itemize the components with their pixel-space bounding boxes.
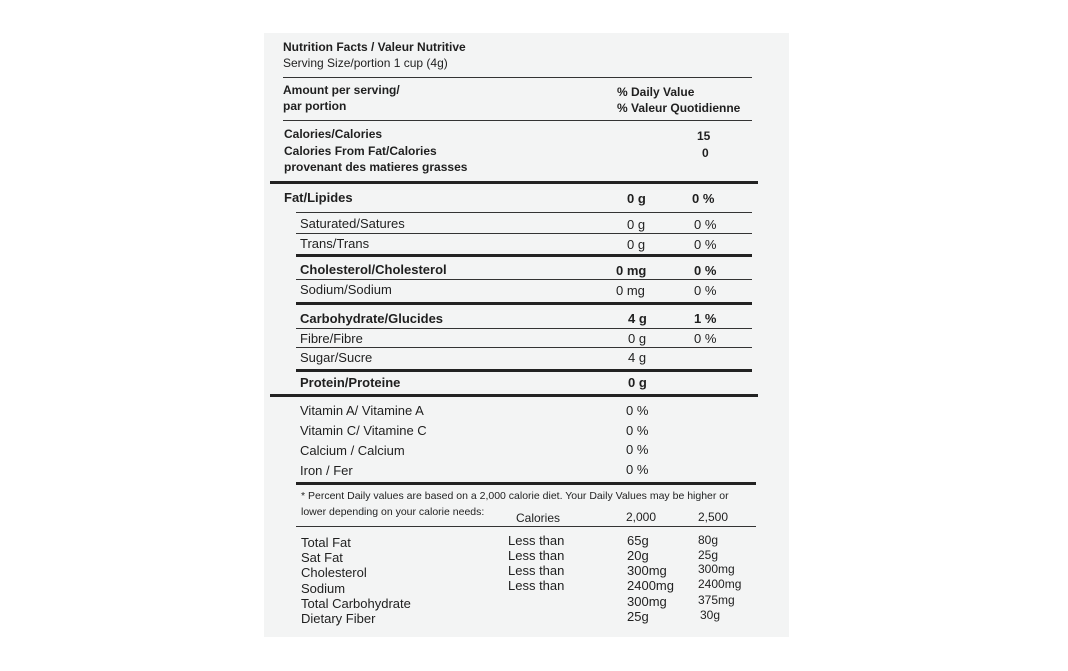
divider — [283, 120, 752, 121]
reference-header-calories: Calories — [516, 511, 561, 525]
divider-thick — [270, 394, 758, 397]
nutrient-daily-value: 0 % — [694, 217, 717, 232]
footnote: lower depending on your calorie needs: — [301, 506, 485, 518]
vitamin-label: Calcium / Calcium — [300, 443, 405, 458]
reference-value-2500: 30g — [700, 608, 721, 622]
nutrient-daily-value: 0 % — [694, 263, 717, 278]
reference-value-2000: 2400mg — [627, 578, 674, 593]
divider-thick — [296, 302, 752, 305]
nutrient-label: Sugar/Sucre — [300, 350, 373, 365]
calories-value: 15 — [697, 129, 711, 143]
reference-value-2500: 2400mg — [698, 577, 742, 591]
divider — [296, 526, 756, 527]
reference-qualifier: Less than — [508, 548, 565, 563]
vitamin-label: Vitamin A/ Vitamine A — [300, 403, 424, 418]
reference-value-2000: 300mg — [627, 563, 667, 578]
nutrient-label: Saturated/Satures — [300, 216, 405, 231]
vitamin-daily-value: 0 % — [626, 423, 649, 438]
nutrient-amount: 0 g — [627, 237, 646, 252]
nutrient-amount: 0 g — [628, 375, 647, 390]
reference-value-2000: 300mg — [627, 594, 667, 609]
nutrient-daily-value: 1 % — [694, 311, 717, 326]
reference-label: Dietary Fiber — [301, 611, 376, 626]
reference-qualifier: Less than — [508, 563, 565, 578]
vitamin-daily-value: 0 % — [626, 403, 649, 418]
nutrient-amount: 0 g — [627, 217, 646, 232]
divider — [283, 77, 752, 78]
vitamin-label: Vitamin C/ Vitamine C — [300, 423, 427, 438]
reference-value-2000: 65g — [627, 533, 649, 548]
reference-label: Total Carbohydrate — [301, 596, 411, 611]
reference-label: Sodium — [301, 581, 346, 596]
reference-header-2500: 2,500 — [698, 510, 729, 524]
calories-from-fat-value: 0 — [702, 146, 709, 160]
divider-thick — [296, 254, 752, 257]
divider — [296, 212, 752, 213]
vitamin-daily-value: 0 % — [626, 442, 649, 457]
nutrient-amount: 0 mg — [616, 263, 647, 278]
reference-value-2500: 375mg — [698, 593, 735, 607]
amount-per-serving: Amount per serving/ — [283, 83, 400, 97]
reference-label: Cholesterol — [301, 565, 367, 580]
reference-value-2500: 25g — [698, 548, 719, 562]
reference-header-2000: 2,000 — [626, 510, 657, 524]
reference-value-2000: 20g — [627, 548, 649, 563]
divider — [296, 279, 752, 280]
divider — [296, 233, 752, 234]
nutrient-label: Trans/Trans — [300, 236, 370, 251]
daily-value-heading: % Daily Value — [617, 85, 695, 99]
calories-from-fat-label-fr: provenant des matieres grasses — [284, 160, 468, 174]
reference-label: Sat Fat — [301, 550, 343, 565]
serving-size: Serving Size/portion 1 cup (4g) — [283, 56, 448, 70]
nutrient-label: Carbohydrate/Glucides — [300, 311, 444, 326]
calories-label: Calories/Calories — [284, 127, 383, 141]
divider-thick — [296, 482, 756, 485]
nutrient-label: Fibre/Fibre — [300, 331, 363, 346]
footnote: * Percent Daily values are based on a 2,000 calorie diet. Your Daily Values may be higher or — [301, 490, 729, 502]
nutrient-amount: 4 g — [628, 311, 647, 326]
vitamin-label: Iron / Fer — [300, 463, 353, 478]
reference-value-2500: 300mg — [698, 562, 735, 576]
par-portion: par portion — [283, 99, 347, 113]
nutrient-label: Protein/Proteine — [300, 375, 401, 390]
nutrient-daily-value: 0 % — [694, 331, 717, 346]
nutrient-amount: 0 g — [627, 191, 646, 206]
reference-label: Total Fat — [301, 535, 351, 550]
valeur-quotidienne-heading: % Valeur Quotidienne — [617, 101, 741, 115]
nutrient-daily-value: 0 % — [692, 191, 715, 206]
nutrient-label: Cholesterol/Cholesterol — [300, 262, 447, 277]
reference-qualifier: Less than — [508, 533, 565, 548]
nutrient-amount: 0 mg — [616, 283, 645, 298]
divider-thick — [270, 181, 758, 184]
nutrient-amount: 4 g — [628, 350, 647, 365]
calories-from-fat-label: Calories From Fat/Calories — [284, 144, 437, 158]
vitamin-daily-value: 0 % — [626, 462, 649, 477]
nutrient-daily-value: 0 % — [694, 283, 717, 298]
nutrient-daily-value: 0 % — [694, 237, 717, 252]
reference-value-2000: 25g — [627, 609, 649, 624]
divider — [296, 328, 752, 329]
divider — [296, 347, 752, 348]
nutrient-label: Fat/Lipides — [284, 190, 353, 205]
reference-value-2500: 80g — [698, 533, 719, 547]
nutrient-label: Sodium/Sodium — [300, 282, 392, 297]
label-title: Nutrition Facts / Valeur Nutritive — [283, 40, 466, 54]
nutrient-amount: 0 g — [628, 331, 647, 346]
reference-qualifier: Less than — [508, 578, 565, 593]
divider-thick — [296, 369, 752, 372]
